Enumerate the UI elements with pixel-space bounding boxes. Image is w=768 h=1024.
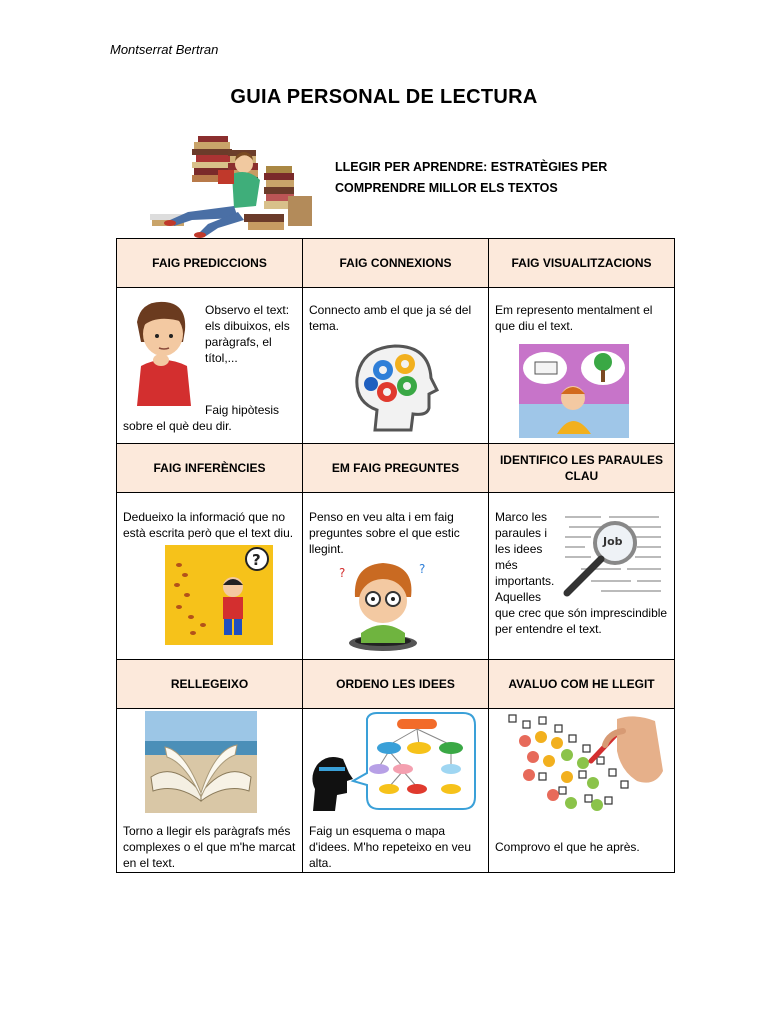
boy-reading-illustration	[148, 128, 318, 240]
predictions-text-1: Observo el text: els dibuixos, els paràgrafs, el títol,...	[205, 303, 290, 365]
svg-text:?: ?	[339, 566, 346, 580]
page-subtitle: LLEGIR PER APRENDRE: ESTRATÈGIES PER COMPRENDRE MILLOR ELS TEXTOS	[335, 160, 608, 195]
order-ideas-text: Faig un esquema o mapa d'idees. M'ho repeteixo en veu alta.	[309, 824, 472, 870]
checklist-faces-illustration	[505, 711, 665, 815]
inferences-text: Dedueixo la informació que no està escrita però que el text diu.	[123, 510, 294, 540]
open-book-beach-photo	[145, 711, 257, 813]
connections-text: Connecto amb el que ja sé del tema.	[309, 303, 472, 333]
predictions-text-2: Faig hipòtesis sobre el què deu dir.	[123, 403, 280, 433]
magnifier-words-illustration	[561, 509, 671, 603]
author-name: Montserrat Bertran	[110, 42, 219, 57]
header-questions: EM FAIG PREGUNTES	[303, 444, 489, 493]
svg-text:?: ?	[419, 562, 426, 576]
reread-text: Torno a llegir els paràgrafs més complexes o el que m'he marcat en el text.	[123, 824, 296, 870]
footprints-question-boy-illustration	[165, 545, 273, 645]
header-order-ideas: ORDENO LES IDEES	[303, 660, 489, 709]
boy-imagining-illustration	[519, 344, 629, 438]
reread-cell	[117, 709, 302, 872]
header-row	[117, 239, 675, 288]
keywords-text-content: Marco les paraules i les idees més importants. Aquelles que crec que són imprescindible per entendre el text.	[495, 510, 668, 636]
header-predictions: FAIG PREDICCIONS	[117, 239, 303, 288]
questions-text: Penso en veu alta i em faig preguntes sobre el que estic llegint.	[309, 510, 460, 556]
head-concept-map-illustration	[309, 711, 481, 817]
page-title: GUIA PERSONAL DE LECTURA	[230, 86, 538, 108]
header-visualizations: FAIG VISUALITZACIONS	[489, 239, 675, 288]
header-evaluate: AVALUO COM HE LLEGIT	[489, 660, 675, 709]
predictions-cell	[117, 288, 302, 443]
content-row	[117, 709, 675, 873]
content-row	[117, 288, 675, 444]
strategies-table	[116, 238, 675, 873]
inferences-cell	[117, 493, 302, 659]
header-keywords: IDENTIFICO LES PARAULES CLAU	[489, 444, 675, 493]
thinking-boy-illustration	[127, 296, 197, 408]
head-with-gears-icon	[347, 340, 443, 436]
header-inferences: FAIG INFERÈNCIES	[117, 444, 303, 493]
keywords-text	[495, 509, 671, 637]
content-row	[117, 493, 675, 660]
visualizations-text: Em represento mentalment el que diu el text.	[495, 303, 653, 333]
header-reread: RELLEGEIXO	[117, 660, 303, 709]
header-connections: FAIG CONNEXIONS	[303, 239, 489, 288]
header-row	[117, 660, 675, 709]
svg-text:?: ?	[252, 551, 261, 569]
curious-boy-illustration	[335, 557, 431, 653]
svg-text:Job: Job	[603, 535, 623, 548]
header-row	[117, 444, 675, 493]
evaluate-text: Comprovo el que he après.	[495, 840, 640, 854]
